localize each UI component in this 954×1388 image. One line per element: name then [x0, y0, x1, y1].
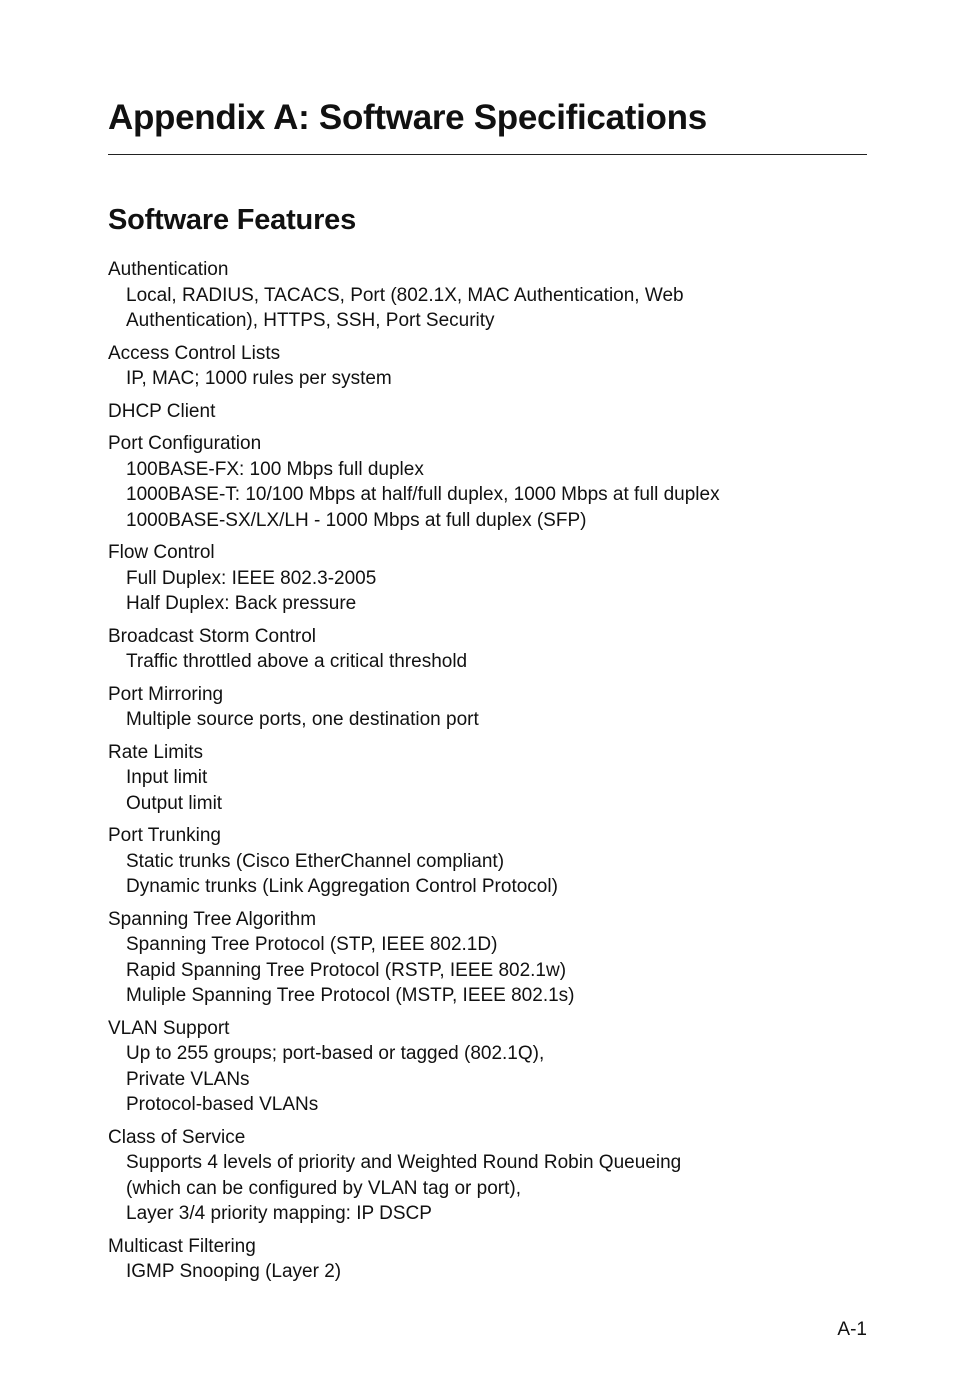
feature-detail: Multiple source ports, one destination port [126, 709, 479, 730]
feature-name: Access Control Lists [108, 342, 281, 364]
feature-detail: Private VLANs [126, 1068, 250, 1090]
feature-item [108, 341, 867, 392]
feature-detail: IP, MAC; 1000 rules per system [126, 368, 392, 389]
feature-item [108, 624, 867, 675]
feature-item [108, 740, 867, 817]
feature-name: VLAN Support [108, 1017, 230, 1039]
feature-detail: Local, RADIUS, TACACS, Port (802.1X, MAC Authentication, Web [126, 284, 684, 306]
feature-item [108, 1016, 867, 1118]
feature-detail: Output limit [126, 792, 223, 814]
feature-name: DHCP Client [108, 400, 216, 422]
feature-detail: Layer 3/4 priority mapping: IP DSCP [126, 1203, 432, 1224]
feature-detail: Traffic throttled above a critical threshold [126, 651, 468, 672]
feature-name: Authentication [108, 259, 229, 280]
feature-item [108, 682, 867, 733]
feature-detail: (which can be configured by VLAN tag or port), [126, 1177, 521, 1199]
feature-detail: 1000BASE-SX/LX/LH - 1000 Mbps at full duplex (SFP) [126, 509, 587, 531]
feature-detail: IGMP Snooping (Layer 2) [126, 1261, 342, 1282]
page-number: A-1 [837, 1319, 867, 1340]
feature-item [108, 540, 867, 617]
feature-name: Multicast Filtering [108, 1235, 256, 1257]
feature-detail: Input limit [126, 767, 208, 788]
section-title: Software Features [108, 204, 357, 236]
feature-item [108, 431, 867, 533]
feature-name: Class of Service [108, 1126, 246, 1148]
feature-name: Rate Limits [108, 741, 204, 763]
feature-name: Broadcast Storm Control [108, 625, 317, 647]
feature-detail: 100BASE-FX: 100 Mbps full duplex [126, 458, 424, 480]
feature-item [108, 1125, 867, 1227]
feature-detail: Dynamic trunks (Link Aggregation Control Protocol) [126, 876, 558, 897]
feature-item [108, 399, 867, 425]
feature-name: Port Configuration [108, 433, 262, 454]
chapter-title: Appendix A: Software Specifications [108, 98, 707, 137]
title-divider [108, 154, 867, 155]
feature-name: Flow Control [108, 542, 215, 563]
feature-detail: Half Duplex: Back pressure [126, 593, 357, 614]
feature-detail: Static trunks (Cisco EtherChannel compliant) [126, 850, 505, 872]
feature-detail: Muliple Spanning Tree Protocol (MSTP, IEEE 802.1s) [126, 985, 575, 1006]
feature-name: Spanning Tree Algorithm [108, 908, 317, 930]
feature-detail: Supports 4 levels of priority and Weighted Round Robin Queueing [126, 1152, 682, 1173]
feature-detail: Rapid Spanning Tree Protocol (RSTP, IEEE 802.1w) [126, 959, 567, 981]
feature-detail: Authentication), HTTPS, SSH, Port Security [126, 310, 495, 331]
feature-detail: Up to 255 groups; port-based or tagged (802.1Q), [126, 1043, 545, 1064]
feature-item [108, 1234, 867, 1285]
feature-list [108, 257, 867, 1292]
feature-item [108, 907, 867, 1009]
feature-item [108, 823, 867, 900]
feature-name: Port Trunking [108, 825, 221, 846]
feature-item [108, 257, 867, 334]
feature-name: Port Mirroring [108, 683, 224, 705]
feature-detail: Spanning Tree Protocol (STP, IEEE 802.1D) [126, 934, 498, 955]
feature-detail: Full Duplex: IEEE 802.3-2005 [126, 567, 377, 589]
feature-detail: 1000BASE-T: 10/100 Mbps at half/full duplex, 1000 Mbps at full duplex [126, 484, 720, 505]
feature-detail: Protocol-based VLANs [126, 1094, 319, 1115]
